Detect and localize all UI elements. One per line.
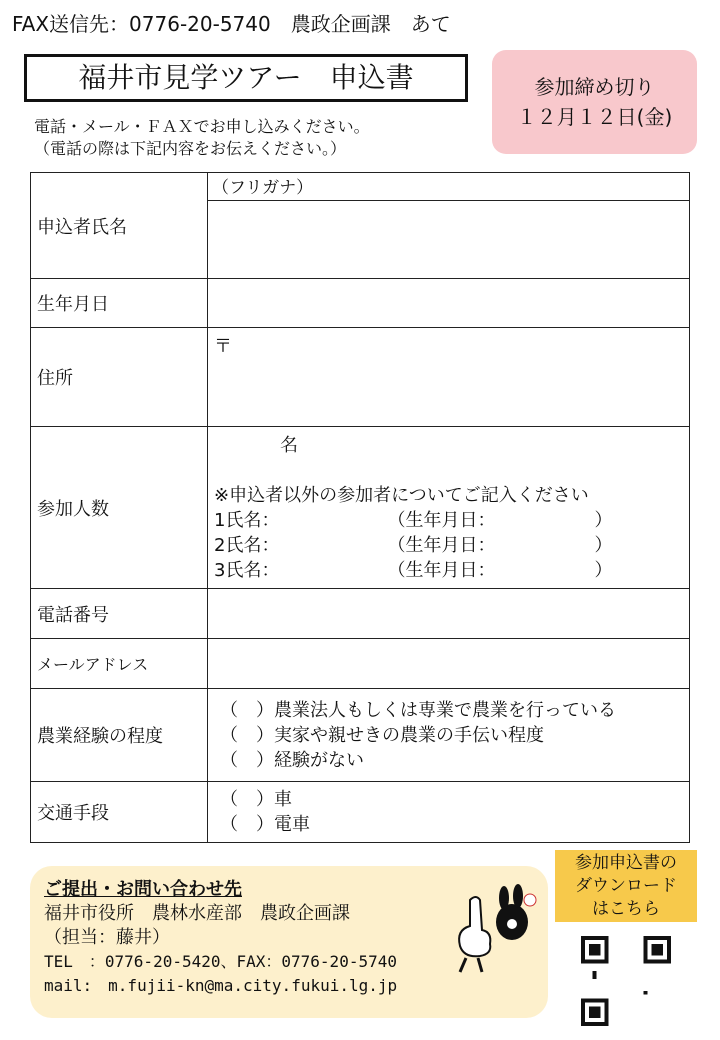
others-note: ※申込者以外の参加者についてご記入ください — [214, 485, 589, 506]
email-field[interactable] — [208, 639, 690, 689]
application-form — [30, 172, 690, 843]
experience-options — [208, 689, 690, 782]
postal-mark: 〒 — [214, 336, 232, 357]
deadline-date: １２月１２日(金) — [516, 105, 673, 129]
deadline-label: 参加締め切り — [534, 75, 655, 99]
address-field[interactable] — [208, 328, 690, 427]
birth-field[interactable] — [208, 279, 690, 328]
contact-heading: ご提出・お問い合わせ先 — [44, 879, 242, 900]
other-participant[interactable]: 2氏名： （生年月日： ） — [214, 535, 613, 556]
deadline-badge — [492, 50, 697, 154]
email-label: メールアドレス — [31, 639, 208, 689]
name-field[interactable] — [208, 201, 689, 278]
transport-label: 交通手段 — [31, 782, 208, 843]
name-label: 申込者氏名 — [31, 173, 208, 279]
experience-option[interactable]: （ ）経験がない — [220, 749, 364, 771]
mascot-illustration — [452, 880, 540, 980]
download-line: 参加申込書の — [575, 853, 677, 873]
intro-line: （電話の際は下記内容をお伝えください。） — [34, 139, 347, 158]
experience-label: 農業経験の程度 — [31, 689, 208, 782]
fax-destination: FAX送信先：0776-20-5740 農政企画課 あて — [12, 12, 451, 36]
furigana-field[interactable]: （フリガナ） — [208, 173, 689, 201]
other-participant[interactable]: 1氏名： （生年月日： ） — [214, 510, 613, 531]
experience-option[interactable]: （ ）実家や親せきの農業の手伝い程度 — [220, 724, 544, 746]
contact-org: 福井市役所 農林水産部 農政企画課 — [44, 903, 350, 924]
experience-option[interactable]: （ ）農業法人もしくは専業で農業を行っている — [220, 699, 616, 721]
intro-text — [34, 116, 370, 160]
count-field[interactable] — [208, 427, 690, 589]
download-line: はこちら — [592, 899, 660, 919]
download-link[interactable] — [555, 850, 697, 922]
address-label: 住所 — [31, 328, 208, 427]
transport-options — [208, 782, 690, 843]
count-label: 参加人数 — [31, 427, 208, 589]
birth-label: 生年月日 — [31, 279, 208, 328]
phone-label: 電話番号 — [31, 589, 208, 639]
download-line: ダウンロード — [575, 876, 677, 896]
transport-option[interactable]: （ ）電車 — [220, 814, 310, 835]
other-participant[interactable]: 3氏名： （生年月日： ） — [214, 560, 613, 581]
phone-field[interactable] — [208, 589, 690, 639]
count-unit: 名 — [280, 435, 298, 456]
contact-person: （担当：藤井） — [44, 927, 170, 948]
page-title: 福井市見学ツアー 申込書 — [24, 54, 468, 102]
intro-line: 電話・メール・ＦＡＸでお申し込みください。 — [34, 117, 370, 136]
transport-option[interactable]: （ ）車 — [220, 789, 292, 810]
contact-tel: TEL ：0776-20-5420、FAX：0776-20-5740 — [44, 952, 397, 971]
contact-mail[interactable]: mail: m.fujii-kn@ma.city.fukui.lg.jp — [44, 976, 398, 995]
qr-code[interactable] — [580, 936, 672, 1026]
